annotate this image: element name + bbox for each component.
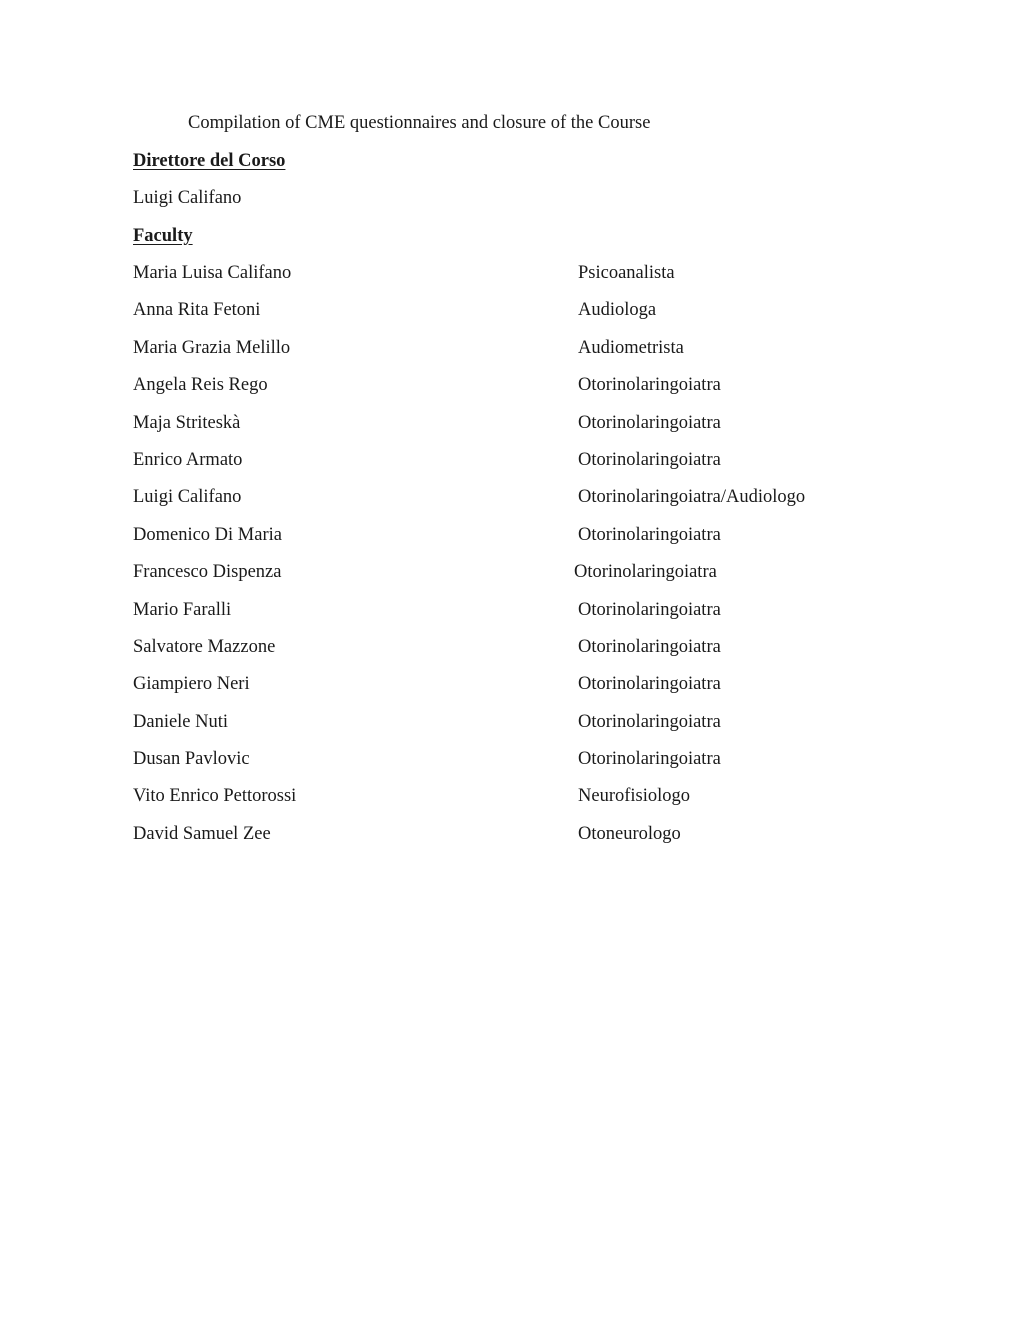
- faculty-row: [0, 449, 1024, 486]
- faculty-role: Otorinolaringoiatra: [578, 636, 721, 657]
- faculty-name: Dusan Pavlovic: [133, 749, 250, 770]
- faculty-row: [0, 337, 1024, 374]
- faculty-role: Otorinolaringoiatra: [578, 412, 721, 433]
- faculty-row: [0, 524, 1024, 561]
- faculty-name: Maria Luisa Califano: [133, 263, 292, 283]
- faculty-role: Otorinolaringoiatra: [578, 749, 721, 770]
- faculty-name: Francesco Dispenza: [133, 562, 282, 583]
- faculty-role: Audiometrista: [578, 337, 684, 358]
- faculty-row: [0, 599, 1024, 636]
- faculty-role: Otorinolaringoiatra/Audiologo: [578, 487, 806, 508]
- intro-line: Compilation of CME questionnaires and closure of the Course: [188, 113, 651, 133]
- faculty-row: [0, 299, 1024, 336]
- faculty-role: Otorinolaringoiatra: [578, 711, 721, 732]
- faculty-role: Audiologa: [578, 300, 657, 321]
- faculty-list: [0, 262, 1024, 860]
- faculty-name: Maria Grazia Melillo: [133, 337, 291, 358]
- faculty-name: Mario Faralli: [133, 599, 232, 620]
- faculty-name: Luigi Califano: [133, 487, 242, 508]
- faculty-name: David Samuel Zee: [133, 823, 271, 844]
- faculty-row: [0, 486, 1024, 523]
- director-name: Luigi Califano: [133, 188, 242, 208]
- faculty-role: Otorinolaringoiatra: [578, 524, 721, 545]
- director-heading: Direttore del Corso: [133, 151, 286, 171]
- faculty-role: Otoneurologo: [578, 823, 681, 844]
- faculty-role: Otorinolaringoiatra: [578, 375, 721, 396]
- faculty-name: Angela Reis Rego: [133, 375, 268, 396]
- faculty-row: [0, 412, 1024, 449]
- faculty-row: [0, 748, 1024, 785]
- faculty-row: [0, 785, 1024, 822]
- faculty-role: Psicoanalista: [578, 263, 675, 283]
- faculty-role: Otorinolaringoiatra: [578, 449, 721, 470]
- faculty-name: Anna Rita Fetoni: [133, 300, 261, 321]
- faculty-row: [0, 711, 1024, 748]
- faculty-row: [0, 673, 1024, 710]
- faculty-row: [0, 374, 1024, 411]
- faculty-name: Vito Enrico Pettorossi: [133, 786, 297, 807]
- faculty-role: Otorinolaringoiatra: [578, 674, 721, 695]
- faculty-row: [0, 561, 1024, 598]
- faculty-name: Daniele Nuti: [133, 711, 229, 732]
- faculty-role: Otorinolaringoiatra: [578, 599, 721, 620]
- faculty-row: [0, 823, 1024, 860]
- faculty-heading: Faculty: [133, 226, 193, 246]
- faculty-name: Enrico Armato: [133, 449, 243, 470]
- faculty-row: [0, 636, 1024, 673]
- faculty-role: Otorinolaringoiatra: [574, 562, 717, 583]
- faculty-name: Maja Striteskà: [133, 412, 241, 433]
- faculty-name: Giampiero Neri: [133, 674, 250, 695]
- faculty-name: Domenico Di Maria: [133, 524, 282, 545]
- faculty-row: [0, 262, 1024, 299]
- faculty-role: Neurofisiologo: [578, 786, 691, 807]
- faculty-name: Salvatore Mazzone: [133, 636, 276, 657]
